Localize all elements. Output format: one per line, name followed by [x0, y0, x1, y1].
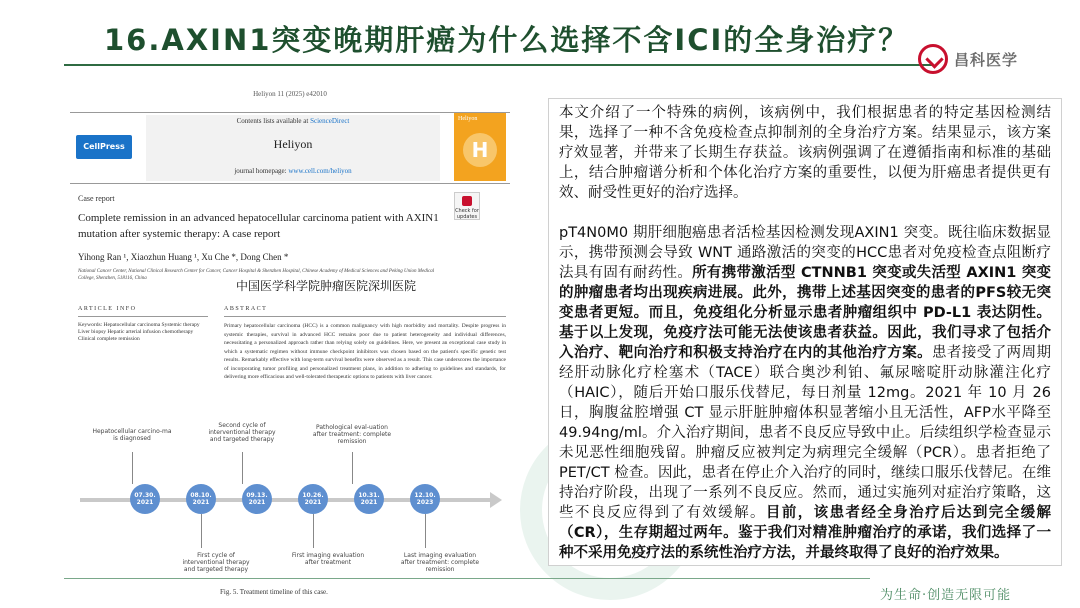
summary-text: 患者接受了两周期经肝动脉化疗栓塞术（TACE）联合奥沙利铂、氟尿嘧啶肝动脉灌注化疗（HAIC），随后开始口服乐伐替尼，每日剂量 12mg。2021 年 10 月 26 日，胸腹盆腔增强 CT 显示肝脏肿瘤体积显著缩小且无活性，AFP水平降至 49.94ng/ml。介入治疗期间，患者不良反应导致中止。后续组织学检查显示未见恶性细胞残留。肿瘤反应被判定为病理完全缓解（PCR）。患者拒绝了PET/CT 检查。因此，患者在停止介入治疗的同时，继续口服乐伐替尼。在维持治疗阶段，出现了一系列不良反应。然而，通过实施列对症治疗策略，这些不良反应得到了有效缓解。 — [559, 345, 1051, 521]
summary-bold-text: 所有携带激活型 CTNNB1 突变或失活型 AXIN1 突变的肿瘤患者均出现疾病进展。此外，携带上述基因突变的患者的PFS较无突变患者更短。而且，免疫组化分析显示患者肿瘤组织中 PD-L1 表达阴性。基于以上发现，免疫疗法可能无法使该患者获益。因此，我们寻求了包括介入治疗、靶向治疗和积极支持治疗在内的其他治疗方案。 — [559, 265, 1052, 361]
cover-letter: H — [463, 133, 497, 167]
treatment-timeline — [70, 422, 510, 602]
timeline-label-above: Pathological eval-uation after treatment: complete remission — [312, 424, 392, 445]
article-info-heading: ARTICLE INFO — [78, 306, 137, 312]
contents-line — [146, 117, 440, 125]
footer-slogan: 为生命·创造无限可能 — [880, 588, 1012, 603]
journal-citation: Heliyon 11 (2025) e42010 — [253, 90, 327, 98]
contents-prefix: Contents lists available at — [236, 117, 311, 125]
title-divider — [64, 64, 934, 66]
timeline-node: 10.26. 2021 — [298, 484, 328, 514]
logo-text: 昌科医学 — [954, 50, 1019, 69]
check-updates-badge[interactable] — [454, 192, 480, 220]
info-divider — [78, 316, 208, 317]
timeline-node: 10.31. 2021 — [354, 484, 384, 514]
timeline-label-below: Last imaging evaluation after treatment: complete remission — [400, 552, 480, 573]
timeline-stem — [352, 452, 353, 484]
homepage-prefix: journal homepage: — [234, 167, 289, 175]
journal-header — [70, 112, 510, 184]
timeline-node: 12.10. 2023 — [410, 484, 440, 514]
abstract-text: Primary hepatocellular carcinoma (HCC) is a common malignancy with high morbidity and mortality. Despite progress in systemic therapies, survival in advanced HCC remains poor due to patient heterogeneity and individual differences, necessitating a personalized approach rather than relying solely on guidelines. Here, we present an exceptional case study in which a systematic regimen without immune checkpoint inhibitors was chosen based on the patient's specific genetic test results. Remarkably effective with long-term survival benefits were observed as a result. This case underscores the importance of incorporating tumor profiling and personalized treatment plans, in addition to adhering to guidelines and standards, for delivering more efficacious and well-tolerated therapeutic options to patients with liver cancer. — [224, 323, 506, 380]
keywords: Keywords: Hepatocellular carcinoma Systemic therapy Liver biopsy Hepatic arterial infusion chemotherapy Clinical complete remission — [78, 322, 200, 342]
timeline-label-below: First imaging evaluation after treatment — [291, 552, 365, 566]
summary-paragraph-2 — [559, 223, 1051, 563]
timeline-label-above: Hepatocellular carcino-ma is diagnosed — [92, 428, 172, 442]
journal-cover — [454, 113, 506, 181]
timeline-arrow-icon — [490, 492, 502, 508]
timeline-label-above: Second cycle of interventional therapy and targeted therapy — [208, 422, 276, 443]
paper-title: Complete remission in an advanced hepatocellular carcinoma patient with AXIN1 mutation after systemic therapy: A case report — [78, 212, 439, 240]
timeline-node: 07.30. 2021 — [130, 484, 160, 514]
abstract-divider — [224, 316, 506, 317]
cellpress-label: CellPress — [83, 142, 125, 151]
summary-text: pT4N0M0 期肝细胞癌患者活检基因检测发现AXIN1 突变。既往临床数据显示，携带预测会导致 WNT 通路激活的突变的HCC患者对免疫检查点阻断疗法具有固有耐药性。 — [559, 225, 1051, 281]
summary-textbox — [548, 98, 1062, 566]
article-type: Case report — [78, 194, 115, 203]
homepage-line — [146, 167, 440, 175]
brand-logo — [918, 44, 1018, 74]
abstract-heading: ABSTRACT — [224, 306, 268, 312]
homepage-link[interactable]: www.cell.com/heliyon — [288, 167, 352, 175]
slide-title: 16.AXIN1突变晚期肝癌为什么选择不含ICI的全身治疗？ — [104, 23, 910, 57]
cover-title: Heliyon — [458, 116, 478, 122]
timeline-stem — [313, 514, 314, 548]
affiliation-chinese: 中国医学科学院肿瘤医院深圳医院 — [236, 279, 417, 293]
logo-icon — [918, 44, 948, 74]
sciencedirect-link[interactable]: ScienceDirect — [310, 117, 350, 125]
journal-header-center — [146, 115, 440, 181]
timeline-stem — [242, 452, 243, 484]
timeline-node: 08.10. 2021 — [186, 484, 216, 514]
journal-name: Heliyon — [273, 137, 313, 151]
paper-affiliation: National Cancer Center, National Clinical Research Center for Cancer, Cancer Hospital & Shenzhen Hospital, Chinese Academy of Medical Sciences and Peking Union Medical College, Shenzhen, 518116, China — [78, 269, 435, 281]
paper-screenshot — [70, 84, 510, 604]
timeline-stem — [425, 514, 426, 548]
check-updates-label: Check for updates — [455, 208, 479, 220]
footer-divider — [64, 578, 870, 579]
cellpress-logo — [76, 135, 132, 159]
timeline-node: 09.13. 2021 — [242, 484, 272, 514]
figure-caption: Fig. 5. Treatment timeline of this case. — [220, 588, 328, 596]
timeline-label-below: First cycle of interventional therapy and targeted therapy — [182, 552, 250, 573]
paper-authors: Yihong Ran ¹, Xiaozhun Huang ¹, Xu Che *, Dong Chen * — [78, 252, 289, 262]
timeline-stem — [201, 514, 202, 548]
summary-paragraph-1: 本文介绍了一个特殊的病例，该病例中，我们根据患者的特定基因检测结果，选择了一种不含免疫检查点抑制剂的全身治疗方案。结果显示，该方案疗效显著，并带来了长期生存获益。该病例强调了在遵循指南和标准的基础上，结合肿瘤谱分析和个体化治疗方案的重要性，以便为肝癌患者提供更有效、耐受性更好的治疗选择。 — [559, 105, 1051, 201]
summary-bold-text: 目前，该患者经全身治疗后达到完全缓解（CR），生存期超过两年。鉴于我们对精准肿瘤治疗的承诺，我们选择了一种不采用免疫疗法的系统性治疗方法，并最终取得了良好的治疗效果。 — [559, 505, 1052, 561]
timeline-stem — [132, 452, 133, 484]
